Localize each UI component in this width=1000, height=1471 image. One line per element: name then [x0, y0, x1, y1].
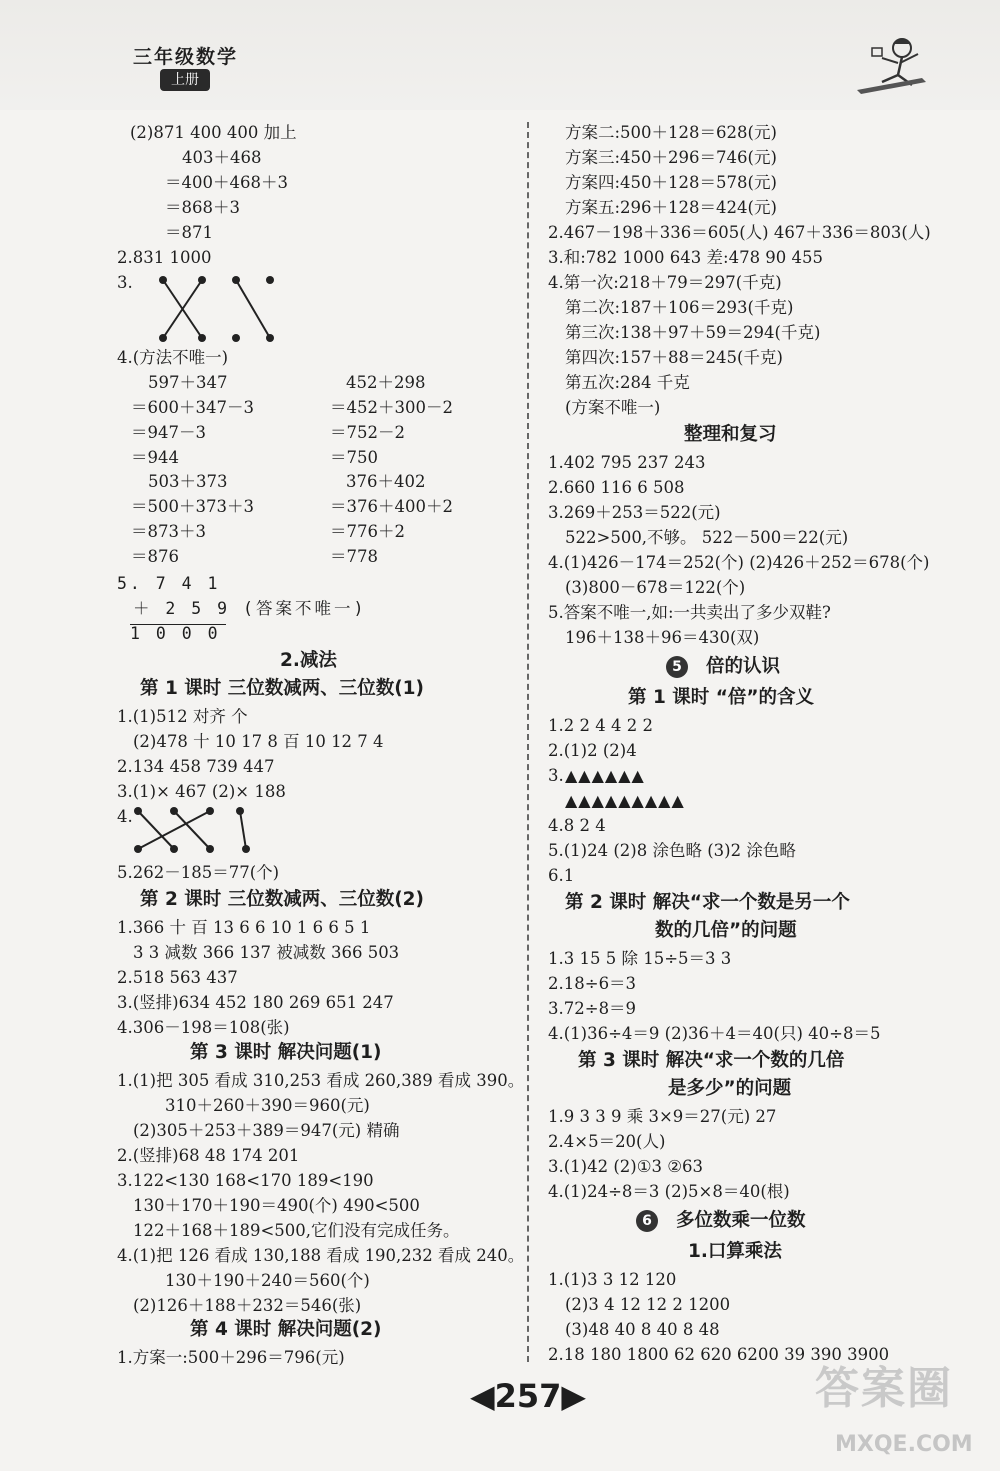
answer-line: 2.(竖排)68 48 174 201	[117, 1146, 300, 1165]
answer-line: 4.	[117, 807, 133, 826]
answer-line: 2.4×5＝20(人)	[548, 1132, 666, 1151]
answer-line: 376＋402	[346, 472, 426, 491]
section-heading: 是多少”的问题	[668, 1078, 792, 1099]
answer-line: ＝944	[131, 448, 179, 467]
answer-line: (3)48 40 8 40 8 48	[565, 1320, 720, 1339]
triangle-row-2: ▲▲▲▲▲▲▲▲▲	[565, 791, 685, 810]
answer-line: 310＋260＋390＝960(元)	[165, 1096, 370, 1115]
answer-line: ＝778	[330, 547, 378, 566]
answer-line: 522>500,不够。 522－500＝22(元)	[565, 528, 849, 547]
answer-line: 方案五:296＋128＝424(元)	[565, 198, 777, 217]
unit-number-badge: 5	[666, 656, 688, 678]
answer-line: ＝871	[165, 223, 213, 242]
watermark-logo: 答案圈	[815, 1363, 953, 1414]
answer-line: 3.(1)42 (2)①3 ②63	[548, 1157, 704, 1176]
answer-line: 1.402 795 237 243	[548, 453, 706, 472]
answer-line: 3.72÷8＝9	[548, 999, 637, 1018]
answer-line: 1.366 十 百 13 6 6 10 1 6 6 5 1	[117, 918, 371, 937]
answer-line: ＝876	[131, 547, 179, 566]
answer-line: ＝400＋468＋3	[165, 173, 288, 192]
answer-line: ＝752－2	[330, 423, 405, 442]
answer-line: (2)126＋188＋232＝546(张)	[133, 1296, 362, 1315]
section-heading: 第 3 课时 解决问题(1)	[190, 1042, 382, 1063]
answer-line: 4.8 2 4	[548, 816, 606, 835]
answer-line: ＝776＋2	[330, 522, 405, 541]
matching-lines-diagram-q3	[150, 268, 280, 348]
answer-line: 1.(1)3 3 12 120	[548, 1270, 677, 1289]
answer-line: 4.(1)36÷4＝9 (2)36＋4＝40(只) 40÷8＝5	[548, 1024, 881, 1043]
answer-line: 方案二:500＋128＝628(元)	[565, 123, 777, 142]
answer-line: 第五次:284 千克	[565, 373, 690, 392]
unit-title: 多位数乘一位数	[676, 1210, 806, 1231]
answer-line: 2.467－198＋336＝605(人) 467＋336＝803(人)	[548, 223, 931, 242]
answer-line: 503＋373	[148, 472, 228, 491]
section-heading: 数的几倍”的问题	[655, 920, 797, 941]
answer-line: 2.134 458 739 447	[117, 757, 275, 776]
volume-badge: 上册	[160, 69, 210, 91]
answer-line: 2.518 563 437	[117, 968, 238, 987]
answer-line: 122＋168＋189<500,它们没有完成任务。	[133, 1221, 460, 1240]
answer-line: ＝947－3	[131, 423, 206, 442]
answer-line: ＝873＋3	[131, 522, 206, 541]
answer-line: ＝452＋300－2	[330, 398, 453, 417]
answer-line: 1.(1)把 305 看成 310,253 看成 260,389 看成 390。	[117, 1071, 525, 1090]
answer-line: 1.3 15 5 除 15÷5＝3 3	[548, 949, 732, 968]
answer-line: (2)305＋253＋389＝947(元) 精确	[133, 1121, 400, 1140]
answer-line: ＝376＋400＋2	[330, 497, 453, 516]
answer-line: 2.831 1000	[117, 248, 212, 267]
answer-line: 130＋170＋190＝490(个) 490<500	[133, 1196, 420, 1215]
answer-line: 4.306－198＝108(张)	[117, 1018, 290, 1037]
answer-line: 第二次:187＋106＝293(千克)	[565, 298, 794, 317]
answer-line: (3)800－678＝122(个)	[565, 578, 746, 597]
section-heading: 第 1 课时 三位数减两、三位数(1)	[140, 678, 424, 699]
page-number: ◀257▶	[470, 1377, 587, 1415]
answer-line: 3.(1)× 467 (2)× 188	[117, 782, 286, 801]
answer-line: 4.(1)426－174＝252(个) (2)426＋252＝678(个)	[548, 553, 930, 572]
answer-line: 方案三:450＋296＝746(元)	[565, 148, 777, 167]
answer-line: 第四次:157＋88＝245(千克)	[565, 348, 783, 367]
section-heading: 第 2 课时 三位数减两、三位数(2)	[140, 889, 424, 910]
column-divider	[527, 122, 529, 1362]
answer-line: 第三次:138＋97＋59＝294(千克)	[565, 323, 821, 342]
answer-line: ＝600＋347－3	[131, 398, 254, 417]
answer-line: (2)478 十 10 17 8 百 10 12 7 4	[133, 732, 384, 751]
answer-line: 130＋190＋240＝560(个)	[165, 1271, 370, 1290]
answer-line: 5. 7 4 1	[117, 574, 221, 593]
matching-lines-diagram-q4	[130, 803, 270, 857]
answer-line: 1.2 2 4 4 2 2	[548, 716, 653, 735]
answer-line: 3.(竖排)634 452 180 269 651 247	[117, 993, 394, 1012]
section-heading: 第 3 课时 解决“求一个数的几倍	[578, 1050, 845, 1071]
answer-line: 4.(1)把 126 看成 130,188 看成 190,232 看成 240。	[117, 1246, 525, 1265]
section-heading: 2.减法	[280, 650, 337, 671]
answer-line: 403＋468	[182, 148, 262, 167]
answer-line: 5.答案不唯一,如:一共卖出了多少双鞋?	[548, 603, 831, 622]
unit-number-badge: 6	[636, 1210, 658, 1232]
section-heading: 整理和复习	[684, 424, 777, 445]
section-heading: 第 2 课时 解决“求一个数是另一个	[565, 892, 850, 913]
answer-line: 2.18 180 1800 62 620 6200 39 390 3900	[548, 1345, 890, 1364]
answer-line: 6.1	[548, 866, 575, 885]
answer-line: 3.	[548, 766, 564, 785]
section-heading	[636, 1209, 806, 1233]
answer-line: 4.(方法不唯一)	[117, 348, 229, 367]
answer-line: 1.9 3 3 9 乘 3×9＝27(元) 27	[548, 1107, 777, 1126]
answer-line: 3 3 减数 366 137 被减数 366 503	[133, 943, 400, 962]
answer-line: 3.	[117, 273, 133, 292]
answer-line: 3.269＋253＝522(元)	[548, 503, 721, 522]
answer-line: 4.第一次:218＋79＝297(千克)	[548, 273, 782, 292]
triangle-row-1: ▲▲▲▲▲▲	[565, 766, 645, 785]
answer-line: ＝500＋373＋3	[131, 497, 254, 516]
answer-line: 3.122<130 168<170 189<190	[117, 1171, 374, 1190]
answer-line: (2)3 4 12 12 2 1200	[565, 1295, 731, 1314]
section-heading: 第 4 课时 解决问题(2)	[190, 1319, 382, 1340]
book-title: 三年级数学	[133, 46, 239, 68]
answer-line: 5.262－185＝77(个)	[117, 863, 280, 882]
answer-line: 452＋298	[346, 373, 426, 392]
answer-line: 1 0 0 0	[130, 624, 221, 643]
answer-line: ＝750	[330, 448, 378, 467]
answer-line: 2.18÷6＝3	[548, 974, 637, 993]
unit-title: 倍的认识	[706, 656, 781, 677]
section-heading: 第 1 课时 “倍”的含义	[628, 687, 815, 708]
mascot-illustration-icon	[852, 30, 932, 100]
answer-line: 1.方案一:500＋296＝796(元)	[117, 1348, 345, 1367]
answer-line: ＝868＋3	[165, 198, 240, 217]
answer-line: 5.(1)24 (2)8 涂色略 (3)2 涂色略	[548, 841, 796, 860]
answer-line: 4.(1)24÷8＝3 (2)5×8＝40(根)	[548, 1182, 790, 1201]
answer-line: (2)871 400 400 加上	[130, 123, 297, 142]
sum-underline	[130, 624, 226, 625]
answer-line: 方案四:450＋128＝578(元)	[565, 173, 777, 192]
answer-line: 2.(1)2 (2)4	[548, 741, 637, 760]
answer-line: ＋ 2 5 9 (答案不唯一)	[133, 599, 367, 618]
section-heading: 1.口算乘法	[688, 1241, 782, 1262]
answer-line: 1.(1)512 对齐 个	[117, 707, 248, 726]
answer-line: 2.660 116 6 508	[548, 478, 685, 497]
watermark-url: MXQE.COM	[835, 1432, 973, 1457]
answer-line: 196＋138＋96＝430(双)	[565, 628, 760, 647]
page-header	[0, 0, 1000, 110]
answer-line: 3.和:782 1000 643 差:478 90 455	[548, 248, 824, 267]
answer-line: (方案不唯一)	[565, 398, 661, 417]
answer-line: 597＋347	[148, 373, 228, 392]
section-heading	[666, 655, 780, 679]
